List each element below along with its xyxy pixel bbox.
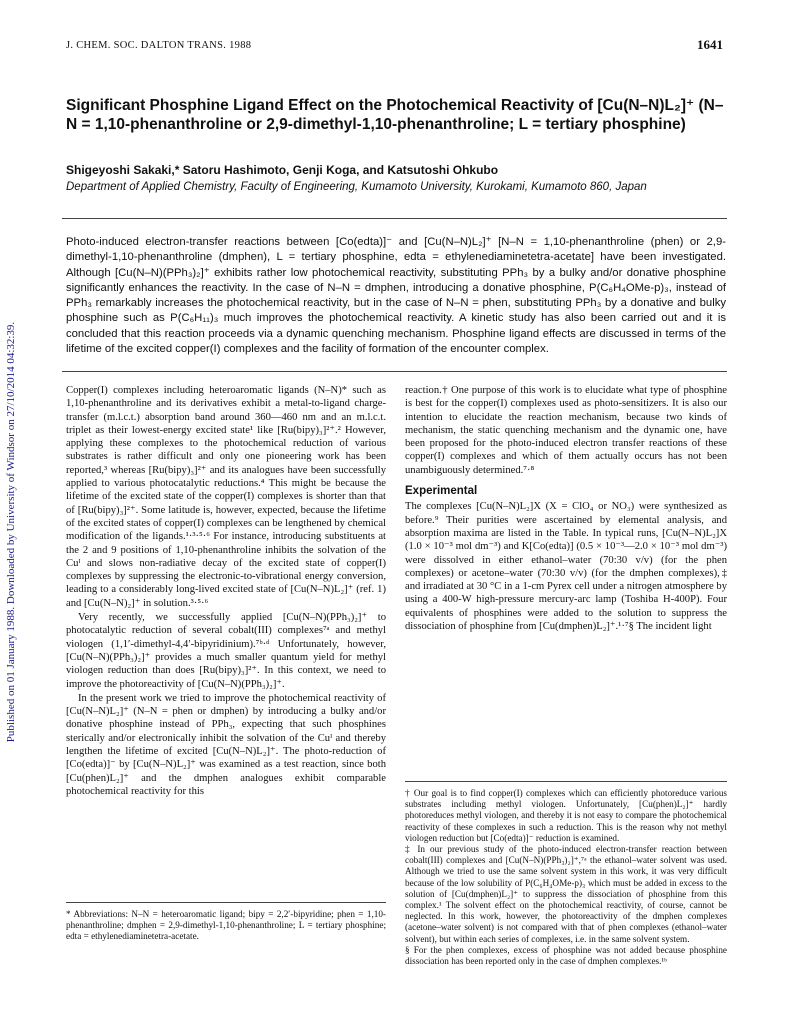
intro-continuation: reaction.† One purpose of this work is to elucidate what type of phosphine is best for the copper(I) complexes used as photo-sensitizers. It is also our intention to elucidate the reaction mechanism, because two kinds of mechanism, the static quenching mechanism and the dynamic one, have been proposed for the photo-induced electron transfer reactions of these copper(I) complexes and which of them actually occurs has not been unambiguously determined.⁷·⁸ xyxy=(405,385,727,476)
abstract-bottom-rule xyxy=(62,371,727,372)
footnotes-right xyxy=(405,788,727,967)
footnote-text: ‡ In our previous study of the photo-induced electron-transfer reaction between cobalt(III) complexes and [Cu(N–N)(PPh₃)₂]⁺,⁷ᵃ the ethanol–water solvent was used. Although we tried to use the same solvent system in this work, it was very difficult because of the low solubility of P(C₆H₄OMe-p)₃ which must be added in excess to the solution of [Cu(dmphen)L₂]⁺ to suppress the dissociation of phosphine from this complex.¹ The solvent effect on the photochemical reactivity, of course, cannot be neglected. In this work, however, the photoreactivity of the dmphen complexes (acetone–water solvent) is not compared with that of phen complexes (ethanol–water solvent), but within each series of complexes, i.e. in the same solvent system. xyxy=(405,844,727,944)
intro-paragraph: Copper(I) complexes including heteroaromatic ligands (N–N)* such as 1,10-phenanthroline and its derivatives exhibit a metal-to-ligand charge-transfer (m.l.c.t.) absorption band around 360—460 nm and an m.l.c.t. triplet as their lowest-energy excited state¹ like [Ru(bipy)₃]²⁺.² However, applying these complexes to the photochemical reduction of various substrates is rather difficult and only one pioneering work has been reported,³ whereas [Ru(bipy)₃]²⁺ and its analogues have been successfully applied to various photocatalytic reductions.⁴ This might be because the lifetime of the excited state of the copper(I) complexes is shorter than that of [Ru(bipy)₃]²⁺. Some latitude is, however, expected, because the lifetime of the excited states of copper(I) complexes can be lengthened by chemical modification of the ligands.¹·³·⁵·⁶ For instance, introducing substituents at the 2 and 9 positions of 1,10-phenanthroline inhibits the solvation of the Cuᴵ and slows non-radiative decay of the excited state of copper(I) complexes by suppressing the electronic-to-vibrational energy conversion, leading to a considerably long-lived excited state of [Cu(N–N)L₂]⁺ (ref. 1) and [Cu(N–N)₂]⁺ in solution.³·⁵·⁶ xyxy=(66,385,386,609)
affiliation: Department of Applied Chemistry, Faculty of Engineering, Kumamoto University, Kurokami, Kumamoto 860, Japan xyxy=(66,181,647,193)
publication-watermark-text: Published on 01 January 1988. Downloaded by University of Windsor on 27/10/2014 04:32:39. xyxy=(5,321,17,743)
left-column xyxy=(66,384,386,798)
footnote-text: * Abbreviations: N–N = heteroaromatic ligand; bipy = 2,2′-bipyridine; phen = 1,10-phenanthroline; dmphen = 2,9-dimethyl-1,10-phenanthroline; L = tertiary phosphine; edta = ethylenediaminetetra-acetate. xyxy=(66,909,386,942)
authors: Shigeyoshi Sakaki,* Satoru Hashimoto, Genji Koga, and Katsutoshi Ohkubo xyxy=(66,163,499,177)
experimental-heading: Experimental xyxy=(405,485,478,498)
footnote-text: † Our goal is to find copper(I) complexes which can efficiently photoreduce various substrates including methyl viologen. Unfortunately, [Cu(phen)L₂]⁺ hardly photoreduces methyl viologen, and thereby it is not easy to compare the photochemical reactivity of these complexes in such a reduction. This is the reason why not methyl viologen reduction but [Co(edta)]⁻ reduction is examined. xyxy=(405,788,727,843)
footnote-abbreviations xyxy=(66,909,386,943)
intro-paragraph: Very recently, we successfully applied [Cu(N–N)(PPh₃)₂]⁺ to photocatalytic reduction of several cobalt(III) complexes⁷ᵃ and methyl viologen (1,1′-dimethyl-4,4′-bipyridinium).⁷ᵇ·ᵈ Unfortunately, however, [Cu(N–N)(PPh₃)₂]⁺ provides a much smaller quantum yield for methyl viologen reduction than does [Ru(bipy)₃]²⁺. In this context, we need to improve the photoreactivity of [Cu(N–N)(PPh₃)₂]⁺. xyxy=(66,612,386,690)
footnote-rule-right xyxy=(405,781,727,782)
page-number: 1641 xyxy=(697,37,723,52)
intro-paragraph: In the present work we tried to improve the photochemical reactivity of [Cu(N–N)L₂]⁺ (N–N = phen or dmphen) by introducing a bulky and/or donative phosphine instead of PPh₃, expecting that such phosphines sterically and/or electronically inhibit the solvation of the Cuᴵ and thereby lengthen the lifetime of excited [Cu(N–N)L₂]⁺. The photo-reduction of [Co(edta)]⁻ by [Cu(N–N)L₂]⁺ was examined as a test reaction, since both [Cu(phen)L₂]⁺ and the dmphen analogues exhibit comparable photochemical reactivity for this xyxy=(66,692,386,797)
article-title: Significant Phosphine Ligand Effect on the Photochemical Reactivity of [Cu(N–N)L₂]⁺ (N–N = 1,10-phenanthroline or 2,9-dimethyl-1,10-phenanthroline; L = tertiary phosphine) xyxy=(66,97,724,133)
abstract: Photo-induced electron-transfer reactions between [Co(edta)]⁻ and [Cu(N–N)L₂]⁺ [N–N = 1,10-phenanthroline (phen) or 2,9-dimethyl-1,10-phenanthroline (dmphen), L = tertiary phosphine, edta = ethylenediaminetetra-acetate] have been investigated. Although [Cu(N–N)(PPh₃)₂]⁺ exhibits rather low photochemical reactivity, substituting PPh₃ by a bulky and/or donative phosphine significantly enhances the reactivity. In the case of N–N = dmphen, introducing a donative phosphine, P(C₆H₄OMe-p)₃, instead of PPh₃ remarkably increases the photochemical reactivity, but in the case of N–N = phen, substituting PPh₃ by a donative and bulky phosphine such as P(C₆H₁₁)₃ much improves the photochemical reactivity. A kinetic study has also been carried out and it is concluded that this reaction proceeds via a dynamic quenching mechanism. Phosphine ligand effects are discussed in terms of the lifetime of the excited copper(I) complexes and the facility of formation of the encounter complex. xyxy=(66,236,726,356)
footnote-text: § For the phen complexes, excess of phosphine was not added because phosphine dissociation has been reported only in the case of dmphen complexes.¹ᵇ xyxy=(405,944,727,967)
right-column xyxy=(405,384,727,633)
abstract-top-rule xyxy=(62,218,727,219)
publication-watermark xyxy=(4,182,18,882)
footnote-rule-left xyxy=(66,902,386,903)
journal-header: J. CHEM. SOC. DALTON TRANS. 1988 xyxy=(66,40,252,51)
experimental-paragraph: The complexes [Cu(N–N)L₂]X (X = ClO₄ or NO₃) were synthesized as before.⁹ Their purities were ascertained by elemental analysis, and absorption maxima are listed in the Table. In typical runs, [Cu(N–N)L₂]X (1.0 × 10⁻³ mol dm⁻³) and K[Co(edta)] (0.5 × 10⁻³—2.0 × 10⁻³ mol dm⁻³) were dissolved in either ethanol–water (70:30 v/v) (for the phen complexes) or acetone–water (70:30 v/v) (for the dmphen complexes),‡ and irradiated at 30 °C in a 1-cm Pyrex cell under a nitrogen atmosphere by using a 400-W high-pressure mercury-arc lamp (Toshiba H-400P). Four equivalents of phosphines were added to the solution to suppress the dissociation of phosphine from [Cu(dmphen)L₂]⁺.¹·⁷§ The incident light xyxy=(405,501,727,633)
